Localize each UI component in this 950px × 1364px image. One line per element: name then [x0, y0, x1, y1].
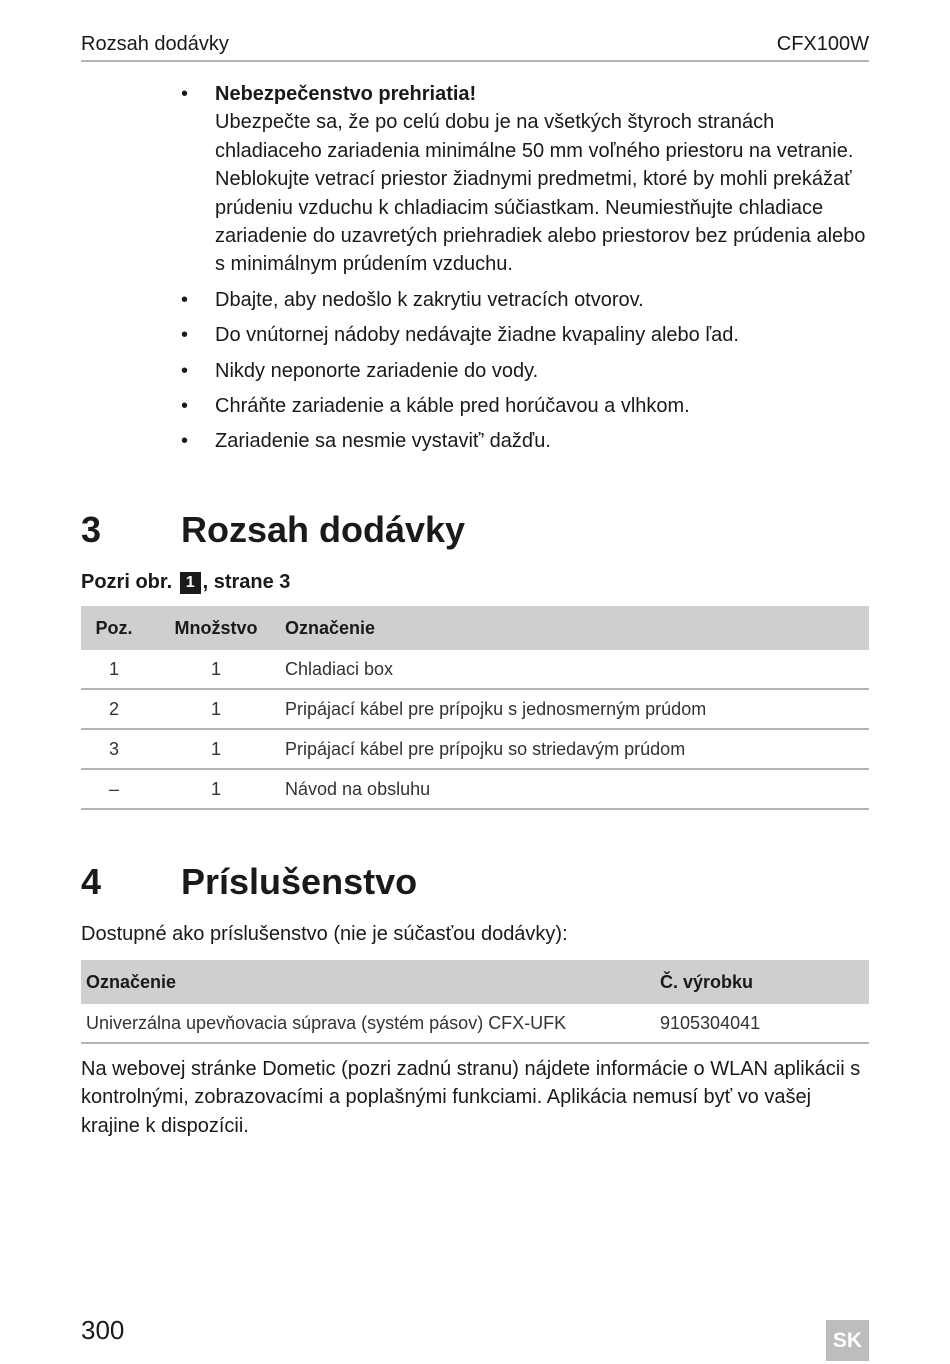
- section-number: 4: [81, 861, 102, 902]
- table-cell: Návod na obsluhu: [285, 769, 869, 809]
- list-item-text: Chráňte zariadenie a káble pred horúčavou a vlhkom.: [215, 395, 690, 418]
- section-title: Príslušenstvo: [181, 861, 418, 902]
- column-header-designation: Označenie: [81, 960, 660, 1004]
- table-cell: 1: [147, 650, 285, 689]
- header-divider: [81, 60, 869, 62]
- table-cell: Chladiaci box: [285, 650, 869, 689]
- column-header-product-number: Č. výrobku: [660, 960, 869, 1004]
- table-row: [81, 650, 869, 689]
- bullet-icon: •: [181, 395, 189, 418]
- column-header-designation: Označenie: [285, 606, 869, 650]
- table-cell: –: [81, 769, 147, 809]
- table-header-row: [81, 960, 869, 1004]
- bullet-icon: •: [181, 359, 189, 382]
- table-cell: 1: [81, 650, 147, 689]
- table-cell: 2: [81, 689, 147, 729]
- list-item: [181, 427, 871, 455]
- table-row: [81, 689, 869, 729]
- accessories-intro: Dostupné ako príslušenstvo (nie je súčasťou dodávky):: [81, 923, 568, 945]
- figure-reference-suffix: , strane 3: [202, 571, 291, 593]
- header-model-name: CFX100W: [776, 33, 869, 55]
- safety-bullet-list: [181, 80, 871, 463]
- language-badge: SK: [826, 1320, 869, 1361]
- table-cell: 1: [147, 729, 285, 769]
- table-cell: 9105304041: [660, 1004, 869, 1043]
- list-item: [181, 80, 871, 279]
- list-item: [181, 392, 871, 420]
- section-number: 3: [81, 509, 102, 550]
- table-row: [81, 729, 869, 769]
- page-header: [81, 32, 869, 60]
- delivery-scope-table: [81, 606, 869, 810]
- bullet-icon: •: [181, 324, 189, 347]
- table-cell: 1: [147, 689, 285, 729]
- table-row: [81, 769, 869, 809]
- warning-title: Nebezpečenstvo prehriatia!: [215, 83, 477, 105]
- list-item-text: Dbajte, aby nedošlo k zakrytiu vetracích otvorov.: [215, 288, 644, 311]
- section-heading-accessories: [81, 860, 417, 904]
- column-header-position: Poz.: [81, 606, 147, 650]
- section-title: Rozsah dodávky: [181, 509, 466, 550]
- warning-text: Ubezpečte sa, že po celú dobu je na všetkých štyroch stranách chladiaceho zariadenia minimálne 50 mm voľného priestoru na vetranie. Neblokujte vetrací priestor žiadnymi predmetmi, ktoré by mohli prekážať prúdeniu vzduchu k chladiacim súčiastkam. Neumiestňujte chladiace zariadenie do uzavretých priehradiek alebo priestorov bez prúdenia alebo s minimálnym prúdením vzduchu.: [215, 111, 866, 276]
- list-item: [181, 357, 871, 385]
- figure-reference-prefix: Pozri obr.: [81, 571, 173, 593]
- wlan-app-paragraph: Na webovej stránke Dometic (pozri zadnú stranu) nájdete informácie o WLAN aplikácii s kontrolnými, zobrazovacími a poplašnými funkciami. Aplikácia nemusí byť vo vašej krajine k dispozícii.: [81, 1058, 861, 1137]
- bullet-icon: •: [181, 83, 189, 105]
- table-cell: Pripájací kábel pre prípojku s jednosmerným prúdom: [285, 689, 869, 729]
- list-item: [181, 286, 871, 314]
- table-cell: Univerzálna upevňovacia súprava (systém pásov) CFX-UFK: [81, 1004, 660, 1043]
- table-row: [81, 1004, 869, 1043]
- accessories-table: [81, 960, 869, 1044]
- page-number: 300: [81, 1315, 125, 1345]
- section-heading-scope-of-delivery: [81, 508, 465, 552]
- list-item-text: Nikdy neponorte zariadenie do vody.: [215, 359, 539, 382]
- figure-number-badge: 1: [180, 572, 201, 594]
- header-section-title: Rozsah dodávky: [81, 33, 229, 55]
- list-item-text: Do vnútornej nádoby nedávajte žiadne kvapaliny alebo ľad.: [215, 324, 739, 347]
- table-header-row: [81, 606, 869, 650]
- table-cell: Pripájací kábel pre prípojku so striedavým prúdom: [285, 729, 869, 769]
- bullet-icon: •: [181, 430, 189, 453]
- column-header-quantity: Množstvo: [147, 606, 285, 650]
- list-item: [181, 321, 871, 349]
- table-cell: 1: [147, 769, 285, 809]
- list-item-text: Zariadenie sa nesmie vystaviť’ dažďu.: [215, 430, 551, 453]
- table-cell: 3: [81, 729, 147, 769]
- figure-reference: [81, 568, 290, 596]
- bullet-icon: •: [181, 288, 189, 311]
